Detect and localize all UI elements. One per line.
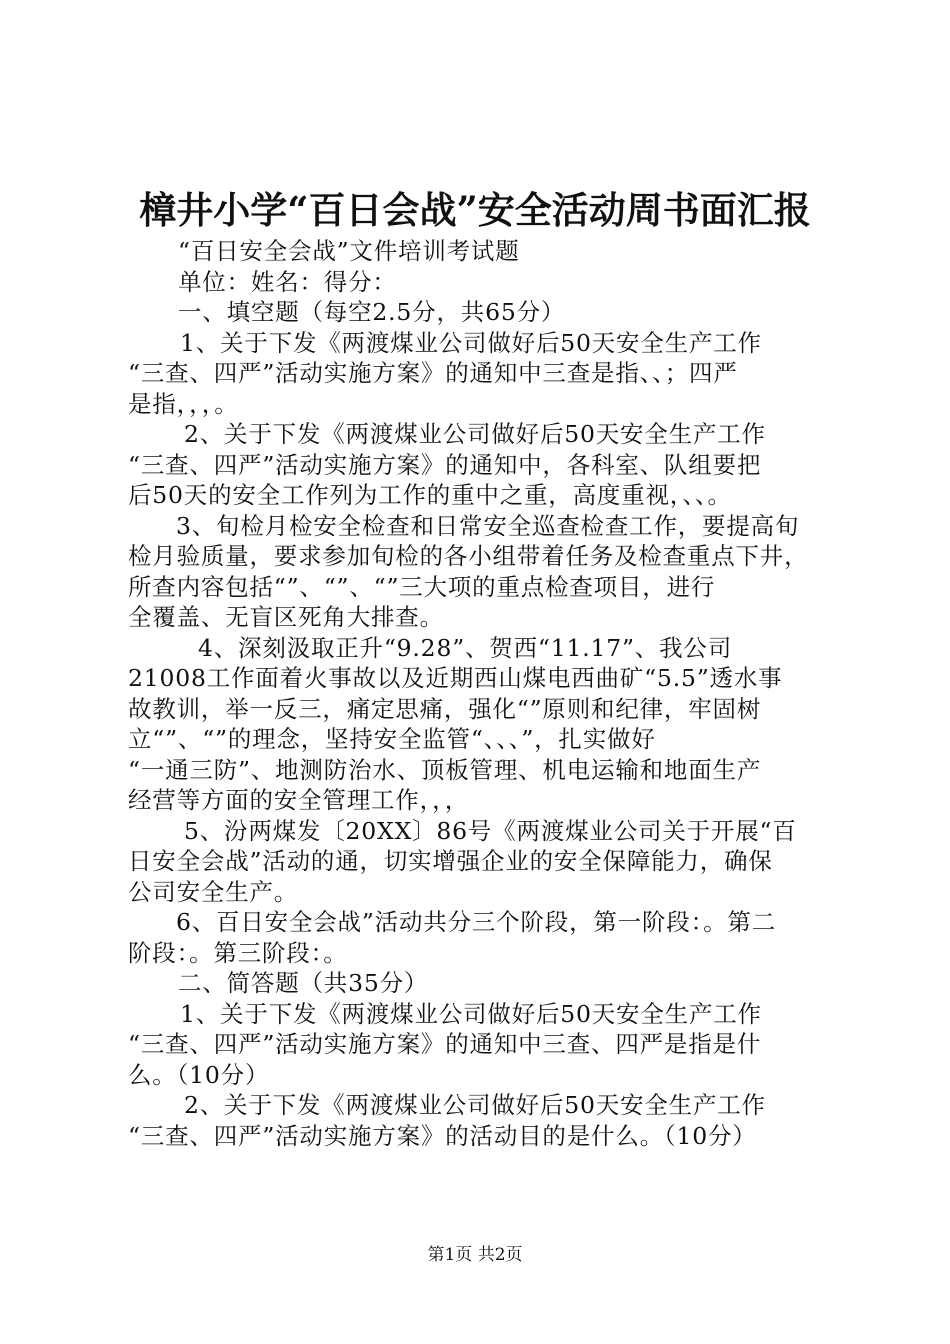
paragraph-line: 2、关于下发《两渡煤业公司做好后50天安全生产工作 <box>184 1091 766 1119</box>
paragraph-line: 是指，，，。 <box>128 389 239 418</box>
paragraph-line: “三查、四严”活动实施方案》的通知中三查是指、、；四严 <box>128 359 738 387</box>
section-heading-short-answer: 二、简答题（共35分） <box>178 969 429 997</box>
paragraph-line: 么。（10分） <box>128 1060 270 1089</box>
paragraph-line: 所查内容包括“”、“”、“”三大项的重点检查项目，进行 <box>128 572 716 601</box>
paragraph-line: 2、关于下发《两渡煤业公司做好后50天安全生产工作 <box>184 420 766 448</box>
paragraph-line: 6、百日安全会战”活动共分三个阶段，第一阶段：。第二 <box>176 908 777 936</box>
document-body <box>128 236 832 1151</box>
paragraph-line: 公司安全生产。 <box>128 877 299 906</box>
paragraph-line: “一通三防”、地测防治水、顶板管理、机电运输和地面生产 <box>128 755 762 784</box>
paragraph-line: 日安全会战”活动的通，切实增强企业的安全保障能力，确保 <box>128 847 773 875</box>
paragraph-line: 3、旬检月检安全检查和日常安全巡查检查工作，要提高旬 <box>176 511 800 540</box>
paragraph-line: “三查、四严”活动实施方案》的通知中三查、四严是指是什 <box>128 1030 762 1058</box>
paragraph-line: 21008工作面着火事故以及近期西山煤电西曲矿“5.5”透水事 <box>128 664 783 692</box>
paragraph-line: 4、深刻汲取正升“9.28”、贺西“11.17”、我公司 <box>198 633 733 662</box>
paragraph-line: 后50天的安全工作列为工作的重中之重，高度重视，、、。 <box>128 481 732 509</box>
paragraph-line: 故教训，举一反三，痛定思痛，强化“”原则和纪律，牢固树 <box>128 694 762 723</box>
document-title: 樟井小学“百日会战”安全活动周书面汇报 <box>139 188 811 232</box>
paragraph-line: 检月验质量，要求参加旬检的各小组带着任务及检查重点下井， <box>128 542 809 570</box>
paragraph-line: 1、关于下发《两渡煤业公司做好后50天安全生产工作 <box>180 999 762 1028</box>
paragraph-line: 5、汾两煤发〔20XX〕86号《两渡煤业公司关于开展“百 <box>184 816 797 845</box>
page-footer: 第1页 共2页 <box>427 1245 523 1265</box>
paragraph-line: 阶段：。第三阶段：。 <box>128 938 348 967</box>
paragraph-line: “三查、四严”活动实施方案》的活动目的是什么。（10分） <box>128 1121 757 1150</box>
exam-info-line: 单位：姓名：得分： <box>178 267 397 296</box>
exam-title: “百日安全会战”文件培训考试题 <box>178 237 520 265</box>
paragraph-line: “三查、四严”活动实施方案》的通知中，各科室、队组要把 <box>128 450 762 479</box>
section-heading-fill-blank: 一、填空题（每空2.5分，共65分） <box>178 298 566 326</box>
paragraph-line: 1、关于下发《两渡煤业公司做好后50天安全生产工作 <box>180 328 762 357</box>
paragraph-line: 全覆盖、无盲区死角大排查。 <box>128 603 444 631</box>
paragraph-line: 立“”、“”的理念，坚持安全监管“、、、”，扎实做好 <box>128 725 656 753</box>
paragraph-line: 经营等方面的安全管理工作，，， <box>128 786 469 814</box>
